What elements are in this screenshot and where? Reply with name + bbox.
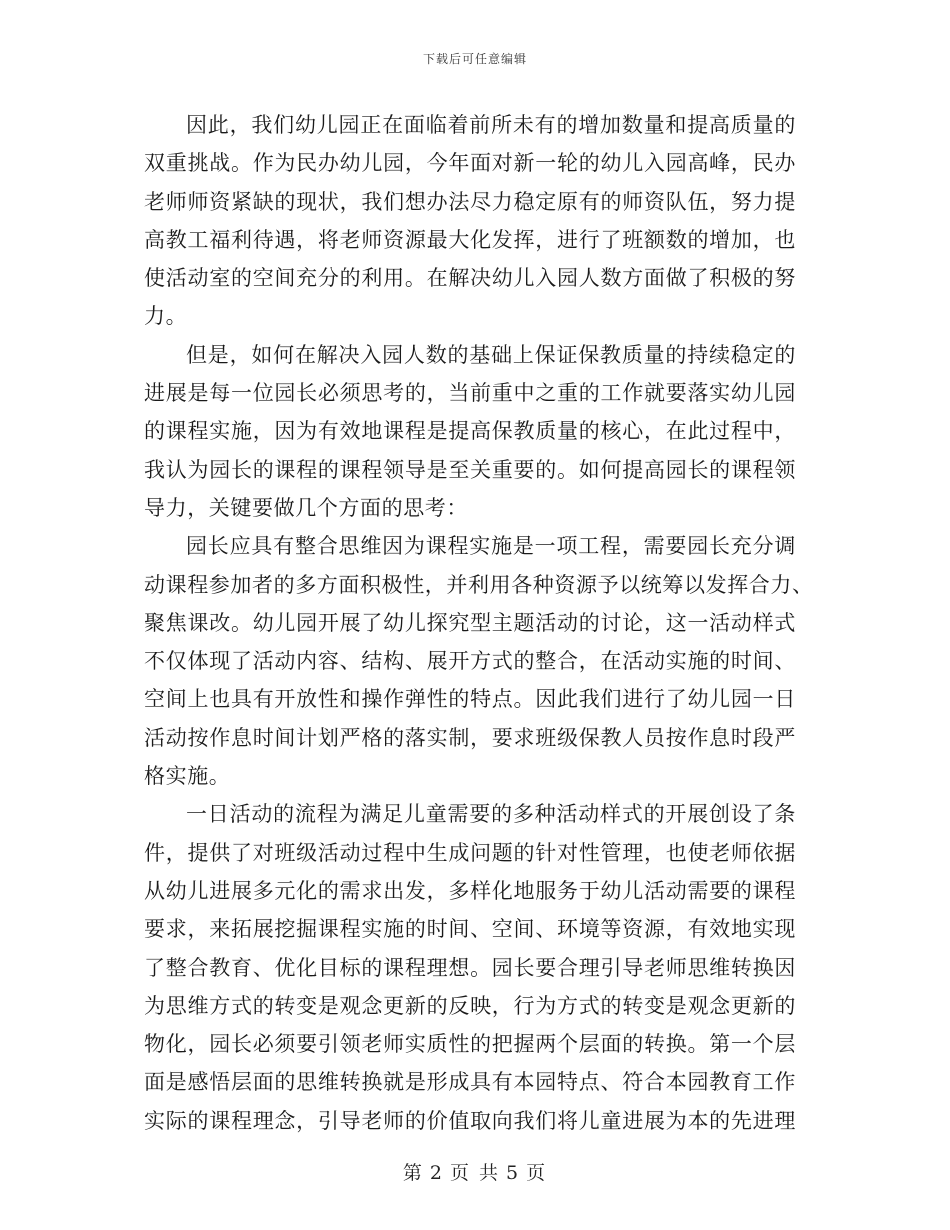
text-line: 格实施。 bbox=[144, 764, 231, 789]
text-line: 聚焦课改。幼儿园开展了幼儿探究型主题活动的讨论，这一活动样式 bbox=[144, 610, 796, 635]
page-header: 下载后可任意编辑 bbox=[422, 52, 527, 66]
text-line: 实际的课程理念，引导老师的价值取向我们将儿童进展为本的先进理 bbox=[144, 1108, 796, 1133]
text-line: 因此，我们幼儿园正在面临着前所未有的增加数量和提高质量的 bbox=[186, 113, 796, 137]
paragraph-4 bbox=[144, 795, 796, 1140]
text-line: 高教工福利待遇，将老师资源最大化发挥，进行了班额数的增加，也 bbox=[144, 227, 796, 252]
document-body bbox=[144, 106, 814, 1140]
text-line: 园长应具有整合思维因为课程实施是一项工程，需要园长充分调 bbox=[186, 534, 796, 559]
total-page-count: 5 bbox=[506, 1162, 521, 1184]
paragraph-2 bbox=[144, 336, 796, 527]
page-number-middle: 页 共 bbox=[449, 1162, 501, 1184]
text-line: 但是，如何在解决入园人数的基础上保证保教质量的持续稳定的 bbox=[186, 342, 796, 367]
page-number-prefix: 第 bbox=[402, 1162, 424, 1184]
text-line: 力。 bbox=[144, 304, 188, 329]
text-line: 使活动室的空间充分的利用。在解决幼儿入园人数方面做了积极的努 bbox=[144, 266, 796, 291]
text-line: 要求，来拓展挖掘课程实施的时间、空间、环境等资源，有效地实现 bbox=[144, 917, 796, 942]
text-line: 动课程参加者的多方面积极性，并利用各种资源予以统筹以发挥合力、 bbox=[144, 572, 814, 597]
current-page-number: 2 bbox=[429, 1162, 444, 1184]
text-line: 我认为园长的课程的课程领导是至关重要的。如何提高园长的课程领 bbox=[144, 457, 796, 482]
text-line: 老师师资紧缺的现状，我们想办法尽力稳定原有的师资队伍，努力提 bbox=[144, 189, 796, 214]
text-line: 物化，园长必须要引领老师实质性的把握两个层面的转换。第一个层 bbox=[144, 1032, 796, 1057]
text-line: 的课程实施，因为有效地课程是提高保教质量的核心，在此过程中， bbox=[144, 419, 796, 444]
page-footer bbox=[0, 1158, 950, 1185]
text-line: 不仅体现了活动内容、结构、展开方式的整合，在活动实施的时间、 bbox=[144, 649, 796, 674]
text-line: 件，提供了对班级活动过程中生成问题的针对性管理，也使老师依据 bbox=[144, 840, 796, 865]
paragraph-3 bbox=[144, 527, 814, 795]
text-line: 从幼儿进展多元化的需求出发，多样化地服务于幼儿活动需要的课程 bbox=[144, 878, 796, 903]
text-line: 了整合教育、优化目标的课程理想。园长要合理引导老师思维转换因 bbox=[144, 955, 796, 980]
text-line: 一日活动的流程为满足儿童需要的多种活动样式的开展创设了条 bbox=[186, 802, 796, 827]
paragraph-1 bbox=[144, 106, 796, 336]
text-line: 面是感悟层面的思维转换就是形成具有本园特点、符合本园教育工作 bbox=[144, 1070, 796, 1095]
text-line: 活动按作息时间计划严格的落实制，要求班级保教人员按作息时段严 bbox=[144, 725, 796, 750]
text-line: 空间上也具有开放性和操作弹性的特点。因此我们进行了幼儿园一日 bbox=[144, 687, 796, 712]
page-number-suffix: 页 bbox=[526, 1162, 548, 1184]
text-line: 为思维方式的转变是观念更新的反映，行为方式的转变是观念更新的 bbox=[144, 993, 796, 1018]
text-line: 双重挑战。作为民办幼儿园，今年面对新一轮的幼儿入园高峰，民办 bbox=[144, 151, 796, 176]
text-line: 进展是每一位园长必须思考的，当前重中之重的工作就要落实幼儿园 bbox=[144, 381, 796, 406]
text-line: 导力，关键要做几个方面的思考： bbox=[144, 495, 468, 520]
